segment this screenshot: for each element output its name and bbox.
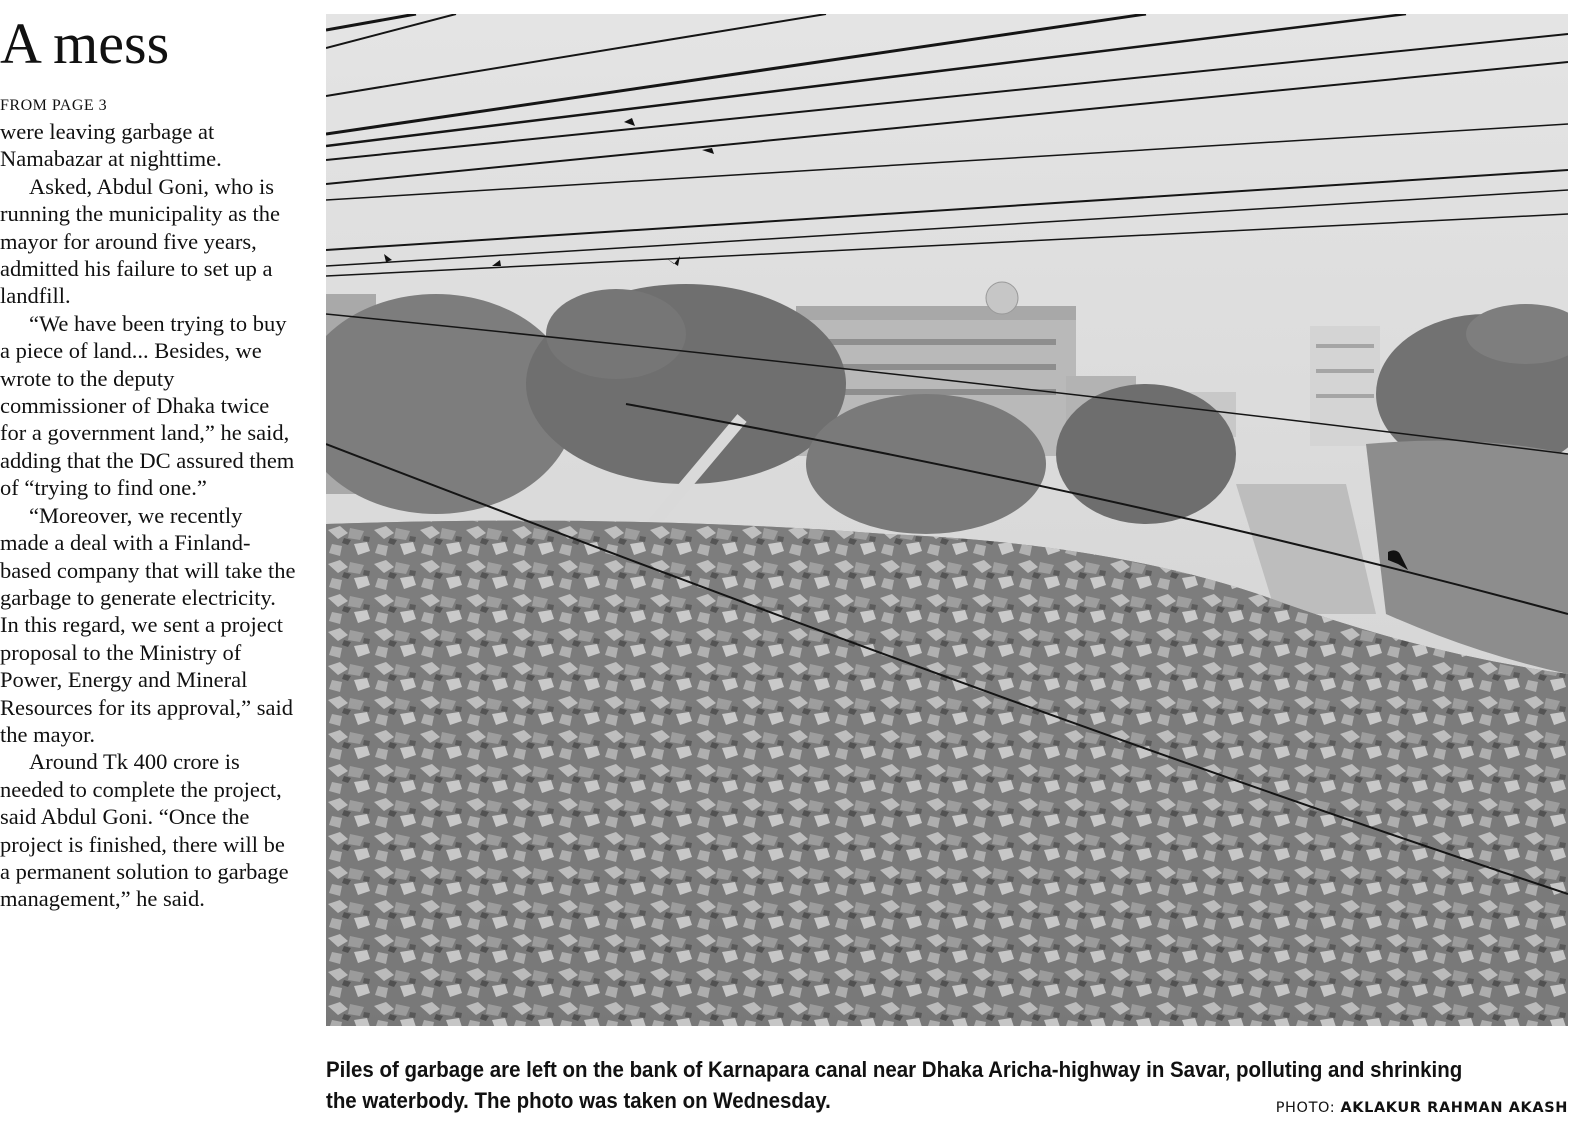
article-paragraph: were leaving garbage at Namabazar at nighttime. (0, 119, 222, 172)
article-paragraph: Asked, Abdul Goni, who is running the municipality as the mayor for around five years, admitted his failure to set up a landfill. (0, 173, 280, 309)
photo-credit (1276, 1100, 1568, 1116)
article-paragraph: Around Tk 400 crore is needed to complete the project, said Abdul Goni. “Once the project is finished, there will be a permanent solution to garbage management,” he said. (0, 749, 289, 912)
article-body (0, 118, 296, 913)
article-headline: A mess (0, 11, 170, 76)
photo-caption: Piles of garbage are left on the bank of Karnapara canal near Dhaka Aricha-highway in Savar, polluting and shrinking the waterbody. The photo was taken on Wednesday. (326, 1057, 1463, 1113)
photo-credit-name: AKLAKUR RAHMAN AKASH (1340, 1100, 1568, 1116)
photo-credit-label: PHOTO: (1275, 1100, 1336, 1116)
article-paragraph: “We have been trying to buy a piece of land... Besides, we wrote to the deputy commissioner of Dhaka twice for a government land,” he said, adding that the DC assured them of “trying to find one.” (0, 310, 295, 501)
news-photo (326, 14, 1568, 1026)
article-paragraph: “Moreover, we recently made a deal with a Finland-based company that will take the garbage to generate electricity. In this regard, we sent a project proposal to the Ministry of Power, Energy and Mineral Resources for its approval,” said the mayor. (0, 502, 296, 747)
jump-line: FROM PAGE 3 (0, 97, 108, 114)
